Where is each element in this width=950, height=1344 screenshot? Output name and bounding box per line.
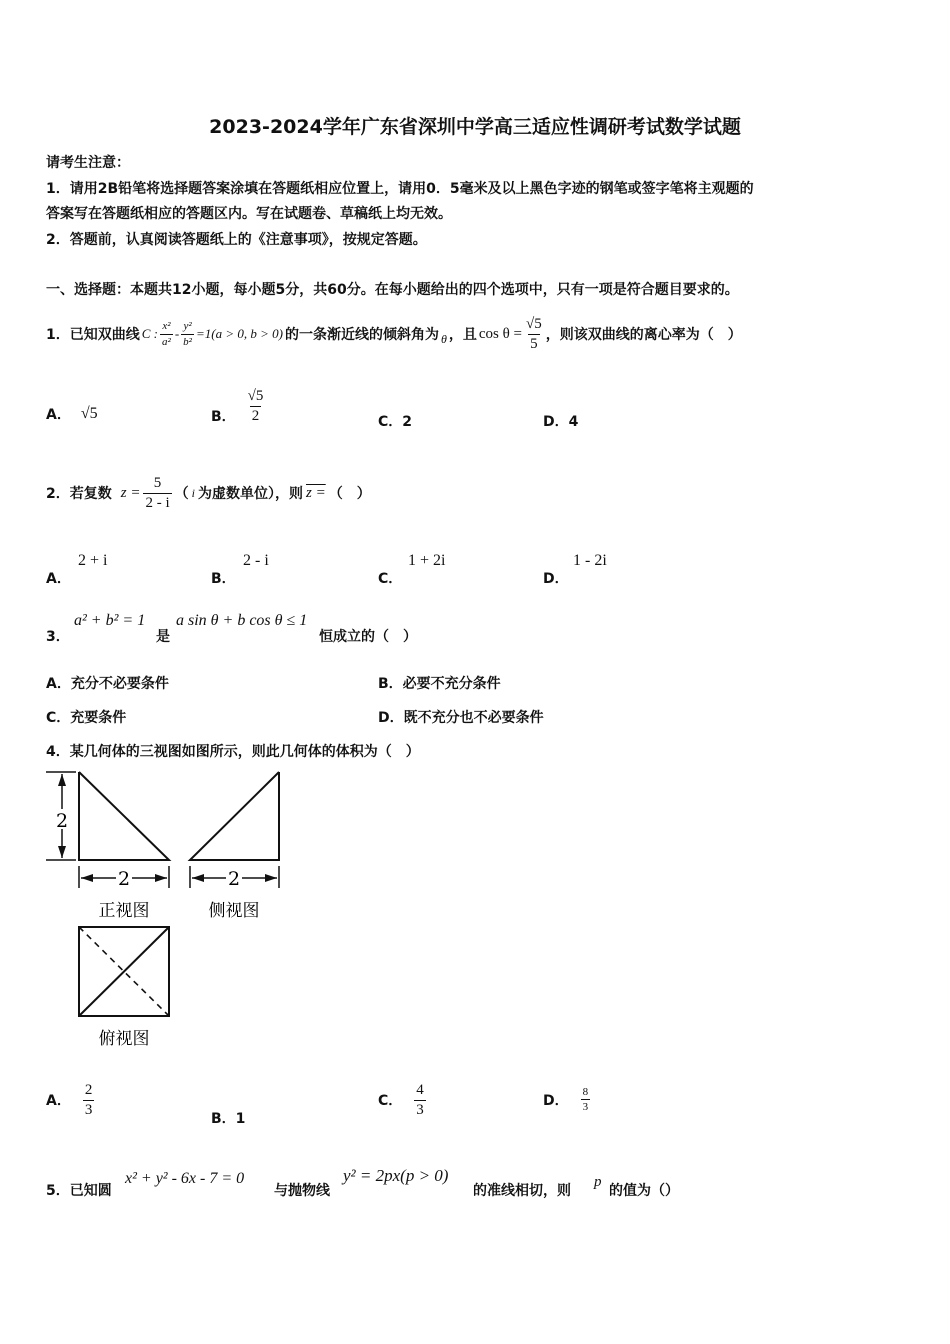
- q1-end: ，则该双曲线的离心率为（ ）: [545, 327, 742, 343]
- q4-option-a[interactable]: [46, 1082, 94, 1118]
- q3-expr1: a² + b² = 1: [74, 612, 146, 629]
- q4-option-a-den: 3: [84, 1101, 93, 1118]
- q4-option-a-num: 2: [84, 1082, 93, 1098]
- q2-option-b-label: B．: [211, 571, 236, 587]
- q5-mid2: 的准线相切，则: [473, 1183, 571, 1199]
- q4-option-d-fraction: [581, 1086, 591, 1113]
- height-label: 2: [55, 810, 69, 832]
- q2-fraction: [143, 475, 171, 511]
- q1-a2: a²: [162, 335, 171, 348]
- q2-option-c-label: C．: [378, 571, 403, 587]
- q1-fraction-cos: [524, 316, 544, 352]
- q1-five: 5: [530, 335, 538, 352]
- notice-line-3: 2．答题前，认真阅读答题纸上的《注意事项》，按规定答题。: [46, 232, 427, 248]
- q2-prefix: 2．若复数: [46, 486, 112, 502]
- q2-den: 2 - i: [145, 494, 170, 511]
- q5-parabola-equation: y² = 2px(p > 0): [343, 1166, 449, 1185]
- q1-middle-text: 的一条渐近线的倾斜角为: [284, 327, 439, 343]
- q1-theta: θ: [440, 331, 447, 346]
- q1-sqrt5: √5: [526, 316, 542, 332]
- front-view: [46, 772, 169, 921]
- q2-option-a-value: 2 + i: [78, 552, 108, 569]
- q1-option-a[interactable]: [46, 404, 98, 424]
- q1-b2: b²: [183, 335, 192, 348]
- q1-option-a-value: √5: [80, 405, 98, 422]
- question-1: 1．已知双曲线 C : $\frac{\text{x²}}{\text{a²}}$ - $\frac{\text{y²}}{\text{b²}}$ =1(a > 0, b > 0) 的一条渐近线的倾斜角为 θ ，且 cos θ = $\frac{√5}{5}$ ，则该双曲线的离心率为（ ）: [46, 316, 742, 352]
- q1-option-b-num: √5: [247, 388, 264, 404]
- q1-option-b-fraction: [246, 388, 266, 424]
- q4-option-c-den: 3: [416, 1101, 424, 1118]
- side-width-label: 2: [227, 868, 241, 890]
- q5-prefix: 5．已知圆: [46, 1183, 112, 1199]
- q1-option-c[interactable]: C．2: [378, 414, 413, 430]
- q1-prefix: 1．已知双曲线: [46, 327, 140, 343]
- q4-option-a-fraction: [83, 1082, 95, 1118]
- q2-i: i: [191, 485, 195, 500]
- question-4: 4．某几何体的三视图如图所示，则此几何体的体积为（ ）: [46, 744, 420, 760]
- q5-circle-equation: x² + y² - 6x - 7 = 0: [125, 1170, 245, 1187]
- q1-fraction-x: [160, 320, 173, 347]
- front-width-label: 2: [117, 868, 131, 890]
- q5-end: 的值为（）: [609, 1183, 679, 1199]
- q1-and: ，且: [448, 327, 477, 343]
- top-view-caption: 俯视图: [98, 1029, 150, 1049]
- q3-option-d[interactable]: D．既不充分也不必要条件: [378, 710, 544, 726]
- q2-option-a-label: A．: [46, 571, 71, 587]
- q1-curve-name: C :: [141, 326, 158, 341]
- notice-heading: 请考生注意：: [46, 155, 130, 171]
- q3-is: 是: [156, 629, 170, 645]
- q1-option-b-label: B．: [211, 409, 236, 425]
- q3-option-a[interactable]: A．充分不必要条件: [46, 676, 169, 692]
- q5-mid: 与抛物线: [274, 1183, 330, 1199]
- q4-option-c-num: 4: [416, 1082, 424, 1098]
- q2-option-c-value: 1 + 2i: [408, 552, 446, 569]
- side-view: [190, 772, 279, 921]
- notice-line-2: 答案写在答题纸相应的答题区内。写在试题卷、草稿纸上均无效。: [46, 206, 452, 222]
- side-view-caption: 侧视图: [208, 901, 260, 921]
- section-heading: 一、选择题：本题共12小题，每小题5分，共60分。在每小题给出的四个选项中，只有一项是符合题目要求的。: [46, 282, 739, 298]
- q2-z: z =: [120, 484, 141, 501]
- q3-option-c[interactable]: C．充要条件: [46, 710, 127, 726]
- q1-x2: x²: [162, 320, 171, 333]
- front-view-caption: 正视图: [98, 901, 150, 921]
- three-view-figure: [40, 766, 300, 1056]
- q4-option-d[interactable]: [543, 1086, 590, 1113]
- q4-option-a-label: A．: [46, 1093, 71, 1109]
- q1-fraction-y: [181, 320, 194, 347]
- q4-option-c-label: C．: [378, 1093, 403, 1109]
- q2-end: （ ）: [328, 486, 371, 502]
- q5-p: p: [594, 1174, 602, 1190]
- q2-option-d-value: 1 - 2i: [573, 552, 607, 569]
- q2-option-b-value: 2 - i: [243, 552, 269, 569]
- page-title: 2023-2024学年广东省深圳中学高三适应性调研考试数学试题: [209, 116, 741, 138]
- q1-equation-rest: =1(a > 0, b > 0): [195, 326, 283, 341]
- q1-option-a-label: A．: [46, 407, 71, 423]
- q2-zbar: z =: [305, 484, 326, 501]
- q1-cos: cos θ =: [478, 325, 522, 342]
- q2-option-d-label: D．: [543, 571, 569, 587]
- q3-prefix: 3．: [46, 629, 70, 645]
- q2-num: 5: [153, 475, 162, 491]
- q3-end: 恒成立的（ ）: [319, 629, 417, 645]
- q4-option-c-fraction: [414, 1082, 426, 1118]
- q3-expr2: a sin θ + b cos θ ≤ 1: [176, 612, 308, 629]
- q1-option-d[interactable]: D．4: [543, 414, 579, 430]
- q2-mid: 为虚数单位），则: [197, 486, 303, 502]
- q4-option-b[interactable]: B．1: [211, 1111, 246, 1127]
- q4-option-c[interactable]: [378, 1082, 426, 1118]
- q4-option-d-label: D．: [543, 1092, 569, 1109]
- q3-option-b[interactable]: B．必要不充分条件: [378, 676, 501, 692]
- question-2: [46, 466, 371, 520]
- q1-y2: y²: [183, 320, 192, 333]
- q1-option-b-den: 2: [251, 407, 260, 424]
- q4-option-d-num: 8: [582, 1086, 589, 1098]
- q2-paren: （: [174, 486, 189, 502]
- top-view: [79, 927, 169, 1049]
- q1-option-b[interactable]: [211, 386, 265, 426]
- q4-option-d-den: 3: [582, 1101, 589, 1114]
- notice-line-1: 1．请用2B铅笔将选择题答案涂填在答题纸相应位置上，请用0．5毫米及以上黑色字迹的钢笔或签字笔将主观题的: [46, 181, 754, 197]
